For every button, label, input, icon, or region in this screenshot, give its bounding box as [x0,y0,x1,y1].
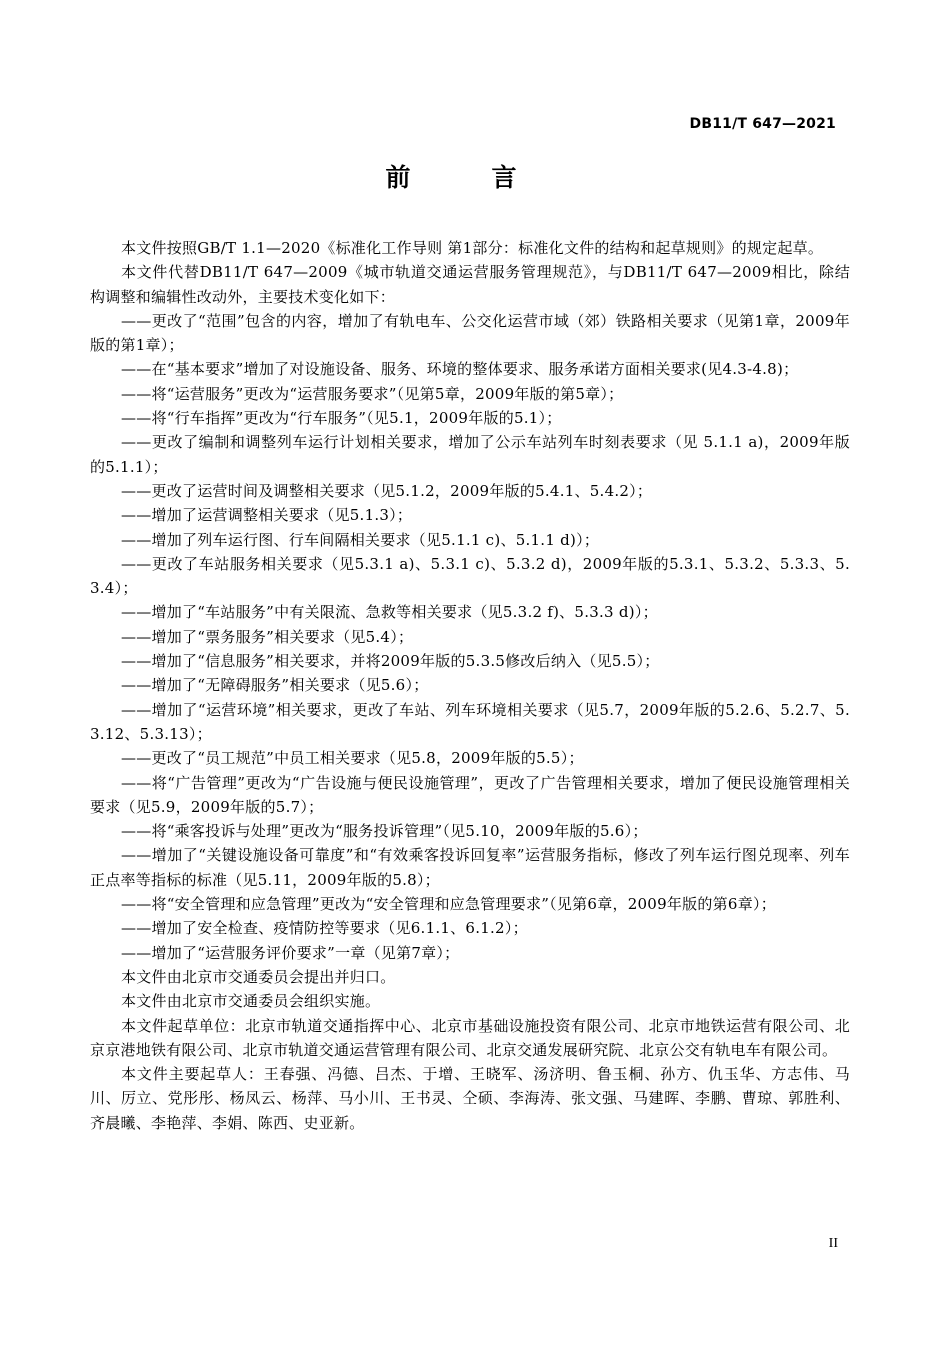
paragraph: 本文件按照GB/T 1.1—2020《标准化工作导则 第1部分：标准化文件的结构和起草规则》的规定起草。 [121,239,824,257]
change-item: ——更改了运营时间及调整相关要求（见5.1.2，2009年版的5.4.1、5.4.2）； [121,481,653,500]
change-item: ——增加了“运营环境”相关要求，更改了车站、列车环境相关要求（见5.7，2009年版的5.2.6、5.2.7、5.3.12、5.3.13）； [90,700,850,743]
change-item: ——增加了“无障碍服务”相关要求（见5.6）； [121,676,429,695]
change-item: ——增加了“关键设施设备可靠度”和“有效乘客投诉回复率”运营服务指标，修改了列车运行图兑现率、列车正点率等指标的标准（见5.11，2009年版的5.8）； [90,846,850,889]
page-title: 前 言 [385,163,545,192]
change-item: ——增加了列车运行图、行车间隔相关要求（见5.1.1 c)、5.1.1 d)）； [121,530,600,549]
change-item: ——在“基本要求”增加了对设施设备、服务、环境的整体要求、服务承诺方面相关要求(见4.3-4.8)； [121,360,799,379]
change-item: ——将“行车指挥”更改为“行车服务”（见5.1，2009年版的5.1）； [121,409,562,428]
change-item: ——增加了“运营服务评价要求”一章（见第7章）； [121,943,460,962]
change-item: ——将“运营服务”更改为“运营服务要求”（见第5章，2009年版的第5章）； [121,384,624,403]
drafting-units: 本文件起草单位：北京市轨道交通指挥中心、北京市基础设施投资有限公司、北京市地铁运营有限公司、北京京港地铁有限公司、北京市轨道交通运营管理有限公司、北京交通发展研究院、北京公交有轨电车有限公司。 [90,1016,850,1059]
change-item: ——增加了运营调整相关要求（见5.1.3）； [121,506,413,525]
change-item: ——更改了车站服务相关要求（见5.3.1 a)、5.3.1 c)、5.3.2 d)，2009年版的5.3.1、5.3.2、5.3.3、5.3.4）； [90,554,850,598]
change-item: ——更改了“员工规范”中员工相关要求（见5.8，2009年版的5.5）； [121,749,584,768]
paragraph: 本文件代替DB11/T 647—2009《城市轨道交通运营服务管理规范》，与DB11/T 647—2009相比，除结构调整和编辑性改动外，主要技术变化如下： [90,263,850,306]
document-code: DB11/T 647—2021 [689,116,836,132]
change-item: ——增加了“信息服务”相关要求，并将2009年版的5.3.5修改后纳入（见5.5）； [121,652,660,671]
drafters: 本文件主要起草人：王春强、冯德、吕杰、于增、王晓军、汤济明、鲁玉桐、孙方、仇玉华、方志伟、马川、厉立、党彤彤、杨凤云、杨萍、马小川、王书灵、仝硕、李海涛、张文强、马建晖、李鹏、曹琼、郭胜利、齐晨曦、李艳萍、李娟、陈西、史亚新。 [90,1065,850,1132]
change-item: ——将“乘客投诉与处理”更改为“服务投诉管理”（见5.10，2009年版的5.6）； [121,822,648,841]
change-item: ——更改了编制和调整列车运行计划相关要求，增加了公示车站列车时刻表要求（见 5.1.1 a)，2009年版的5.1.1）； [90,433,850,476]
foreword-body [90,236,850,1135]
change-item: ——增加了“票务服务”相关要求（见5.4）； [121,627,414,646]
paragraph: 本文件由北京市交通委员会组织实施。 [121,992,381,1011]
change-item: ——将“安全管理和应急管理”更改为“安全管理和应急管理要求”（见第6章，2009年版的第6章）； [121,895,776,914]
page-number: II [828,1236,838,1251]
change-item: ——更改了“范围”包含的内容，增加了有轨电车、公交化运营市域（郊）铁路相关要求（见第1章，2009年版的第1章）； [90,311,850,355]
change-item: ——将“广告管理”更改为“广告设施与便民设施管理”，更改了广告管理相关要求，增加了便民设施管理相关要求（见5.9，2009年版的5.7）； [90,773,850,816]
paragraph: 本文件由北京市交通委员会提出并归口。 [121,967,396,986]
change-item: ——增加了安全检查、疫情防控等要求（见6.1.1、6.1.2）； [121,919,528,938]
change-item: ——增加了“车站服务”中有关限流、急救等相关要求（见5.3.2 f)、5.3.3 d)）； [121,603,658,622]
